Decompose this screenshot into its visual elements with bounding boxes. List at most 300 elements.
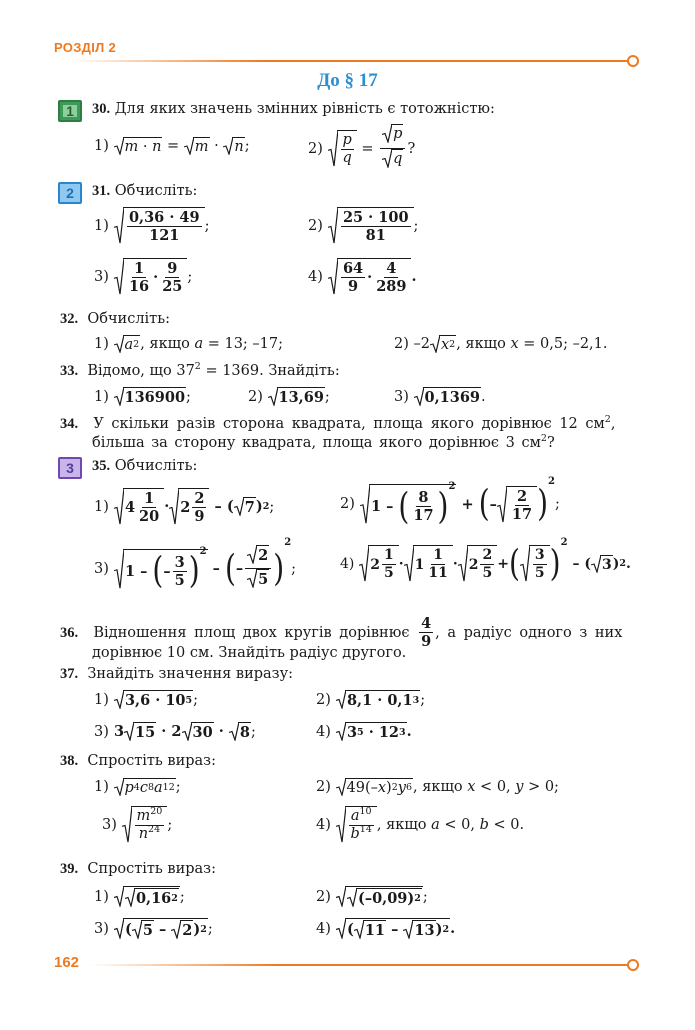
numerator: 9 <box>167 260 178 277</box>
problem-38-statement <box>60 751 216 771</box>
denominator: 5 <box>384 565 394 581</box>
radical <box>360 481 457 528</box>
radical <box>336 690 420 709</box>
numerator: 3 <box>174 553 185 571</box>
math-token: + <box>461 495 474 513</box>
math-token: · <box>367 269 373 286</box>
problem-37-item-1 <box>94 690 198 709</box>
math-token: , <box>610 416 616 432</box>
radical-sign-icon <box>336 806 345 843</box>
fraction <box>382 547 396 582</box>
radicand: 1 – ( – $\frac{3}{5}$ ) 2 <box>124 545 207 592</box>
radicand <box>123 137 163 155</box>
radical-sign-icon <box>247 545 256 564</box>
radicand: 13,69 <box>278 389 324 406</box>
radicand: a 2 <box>124 337 140 353</box>
radical-sign-icon <box>171 920 180 939</box>
radicand <box>506 486 537 523</box>
problem-35-item-1: 1) 4 $\frac{1}{20}$ · 2 $\frac{2}{9}$ – ( 7 ) 2 ; <box>94 490 275 525</box>
problem-33-statement <box>60 361 340 381</box>
math-token: ; <box>420 691 426 708</box>
radical-sign-icon <box>359 545 368 582</box>
radical <box>171 920 193 939</box>
radicand: 3 5 · 12 3 <box>346 724 406 741</box>
math-token: m <box>194 139 209 155</box>
problem-text: Обчисліть: <box>114 183 198 199</box>
radical <box>114 690 193 709</box>
radical-sign-icon <box>234 497 243 516</box>
radical-sign-icon <box>336 722 345 741</box>
math-token: y <box>397 780 406 796</box>
math-token: c <box>139 780 148 796</box>
math-token: – <box>235 560 244 577</box>
math-token: – <box>386 498 394 515</box>
math-token: 1) <box>94 388 109 405</box>
math-token: ( <box>398 484 410 528</box>
radical-sign-icon <box>336 918 345 939</box>
numerator: 2 <box>516 487 528 505</box>
fraction <box>245 545 271 592</box>
math-token: ( <box>478 481 490 525</box>
fraction <box>127 260 151 295</box>
math-token: 2) <box>316 691 331 708</box>
math-token: ; <box>269 498 275 515</box>
radicand: 3,6 · 10 5 <box>124 692 193 709</box>
radical-sign-icon <box>114 387 123 406</box>
radical-sign-icon <box>114 918 123 939</box>
numerator: 64 <box>342 260 364 277</box>
denominator: 17 <box>413 507 434 524</box>
radicand: 2 <box>258 547 269 564</box>
math-token: ; <box>244 138 250 154</box>
radical-sign-icon <box>382 149 391 168</box>
radical <box>268 387 325 406</box>
math-token: 1 <box>124 562 136 580</box>
radicand <box>413 545 453 582</box>
radical-sign-icon <box>328 258 337 295</box>
math-token: 1) <box>94 888 109 905</box>
math-token: 1 <box>370 498 382 515</box>
numerator: 25 · 100 <box>342 209 409 226</box>
math-token: ; <box>413 217 419 234</box>
problem-37-item-4 <box>316 722 412 741</box>
math-token: 8,1 · 0,1 <box>346 692 413 709</box>
radical <box>182 722 214 741</box>
radical <box>359 545 399 582</box>
math-token: 2 <box>171 723 182 740</box>
math-token: a <box>194 336 204 352</box>
math-token: ) <box>537 481 549 525</box>
math-token: a <box>154 780 163 796</box>
radicand: (–0,09) 2 <box>357 890 421 907</box>
math-token: ) <box>193 921 201 938</box>
radical <box>497 486 537 523</box>
radicand: ( 11 – 13 ) 2 <box>345 918 450 939</box>
problem-37-statement <box>60 664 293 684</box>
radical-sign-icon <box>328 130 337 167</box>
denominator: 25 <box>162 278 183 295</box>
radical-sign-icon <box>114 690 123 709</box>
math-token: ; <box>250 723 256 740</box>
radical <box>114 545 208 592</box>
math-token: – <box>212 560 220 577</box>
radicand: 8 <box>239 724 250 741</box>
math-token: 3,6 · 10 <box>124 692 186 709</box>
problem-34-statement-line-2 <box>92 433 555 453</box>
item-label: 2) <box>308 140 323 157</box>
math-token: 2) <box>316 888 331 905</box>
math-token: ) <box>549 541 561 585</box>
level-3-badge: 3 <box>58 457 82 479</box>
problem-39-item-1 <box>94 886 185 907</box>
page-number: 162 <box>54 954 80 971</box>
radicand: 3 <box>601 556 612 573</box>
math-token: . <box>411 268 417 285</box>
math-token: 4) <box>316 816 331 833</box>
math-token: 4) <box>340 555 355 572</box>
problem-number: 39. <box>60 861 79 877</box>
radical-sign-icon <box>114 549 123 589</box>
radicand: 136900 <box>124 389 186 406</box>
radical-sign-icon <box>430 335 439 353</box>
radical <box>404 545 453 582</box>
problem-text: Знайдіть значення виразу: <box>87 666 293 682</box>
problem-39-item-2 <box>316 886 428 907</box>
numerator: 1 <box>433 547 443 563</box>
radical <box>114 918 208 939</box>
radical-sign-icon <box>247 569 256 588</box>
math-token: ; <box>167 816 173 833</box>
exponent: 14 <box>359 824 372 836</box>
radical-sign-icon <box>328 207 337 244</box>
exponent: 10 <box>359 806 372 818</box>
level-2-badge: 2 <box>58 182 82 204</box>
math-token: 4) <box>308 268 323 285</box>
math-token: – <box>572 555 580 572</box>
math-token: = 0,5; –2,1. <box>518 336 608 352</box>
radical-sign-icon <box>458 545 467 582</box>
math-token: · <box>164 498 170 515</box>
radical <box>328 258 412 295</box>
math-token: · <box>142 139 148 155</box>
numerator: 0,36 · 49 <box>128 209 200 226</box>
math-token: 3 <box>113 723 125 740</box>
footer-rule <box>90 964 628 966</box>
math-token: n <box>138 826 149 842</box>
math-token: n <box>234 139 244 155</box>
denominator: 16 <box>128 278 150 295</box>
math-token: ( <box>346 921 354 938</box>
radicand: 5 <box>258 571 269 588</box>
header-rule-end-icon <box>627 55 639 67</box>
radical <box>247 545 269 564</box>
radicand: 15 <box>135 724 156 741</box>
problem-30-item-2 <box>308 124 415 173</box>
math-token: ( <box>124 921 132 938</box>
fraction <box>374 260 408 295</box>
radicand: 11 <box>364 922 386 939</box>
radical-sign-icon <box>404 545 413 582</box>
radicand: 13 <box>414 922 435 939</box>
radicand <box>193 137 210 155</box>
numerator <box>380 124 405 149</box>
problem-34-statement <box>60 414 615 434</box>
fraction <box>160 260 184 295</box>
radical <box>336 778 414 796</box>
math-token: · 12 <box>363 724 399 741</box>
denominator: 17 <box>511 505 533 523</box>
math-token: ( <box>152 548 164 592</box>
math-token: = 13; –17; <box>203 336 284 352</box>
radicand: 7 <box>244 499 255 516</box>
problem-number: 34. <box>60 416 79 432</box>
numerator: 1 <box>134 260 145 277</box>
math-token: ; <box>291 560 297 577</box>
radical <box>336 806 377 843</box>
problem-number: 38. <box>60 753 79 769</box>
problem-38-item-4 <box>316 806 524 843</box>
problem-37-item-3 <box>94 722 256 741</box>
math-token: · <box>214 138 219 154</box>
math-token: 3 <box>346 724 358 741</box>
problem-31-statement <box>92 181 197 201</box>
math-token: – <box>391 921 399 938</box>
math-token: + <box>497 555 509 572</box>
math-token: 2 <box>180 499 191 516</box>
problem-32-item-2 <box>394 335 608 353</box>
math-token: ) <box>437 484 449 528</box>
fraction <box>380 124 405 173</box>
radicand: 2 <box>182 922 193 939</box>
radicand: 0,16 2 <box>135 890 178 907</box>
header-rule <box>70 60 628 62</box>
math-token: m <box>136 808 151 824</box>
denominator: 9 <box>194 508 205 525</box>
math-token: 2) <box>394 336 409 352</box>
radicand <box>368 545 399 582</box>
radical <box>122 806 168 843</box>
radicand <box>232 137 244 155</box>
radicand: 5 <box>142 922 153 939</box>
math-token: 1) <box>94 779 109 795</box>
fraction <box>192 490 206 525</box>
radical <box>184 137 210 155</box>
problem-text: Спростіть вираз: <box>87 861 216 877</box>
math-token: – <box>158 921 167 938</box>
fraction <box>341 260 365 295</box>
problem-text: Для яких значень змінних рівність є тотожністю: <box>114 101 495 117</box>
radical <box>234 497 256 516</box>
problem-text: Відношення площ двох кругів дорівнює <box>93 624 410 641</box>
radical-sign-icon <box>114 207 123 244</box>
problem-31-item-2 <box>308 207 418 244</box>
denominator: 9 <box>348 278 359 295</box>
radical-sign-icon <box>114 778 123 796</box>
fraction <box>533 547 547 582</box>
math-token: – <box>489 495 497 513</box>
math-token: < 0. <box>488 816 525 833</box>
math-token: ) <box>273 546 285 590</box>
problem-36-statement-line-2: дорівнює 10 см. Знайдіть радіус другого. <box>92 645 407 661</box>
math-token: , якщо <box>413 779 468 795</box>
denominator: 9 <box>421 633 432 650</box>
problem-number: 37. <box>60 666 79 682</box>
problem-32-statement <box>60 309 170 329</box>
denominator <box>380 149 405 173</box>
problem-35-statement <box>92 456 197 476</box>
math-token: більша за сторону квадрата, площа якого дорівнює 3 см <box>92 435 541 451</box>
radical <box>328 130 357 167</box>
problem-text: Обчисліть: <box>87 311 170 327</box>
problem-33-item-2 <box>248 387 330 406</box>
math-token: ; <box>555 496 560 512</box>
problem-35-item-3: 3) 1 – ( – $\frac{3}{5}$ ) 2 – ( – $\frac{2}{5}$ ) 2 ; <box>94 537 297 592</box>
radical <box>520 545 550 582</box>
exponent: 20 <box>150 806 163 818</box>
math-token: 3) <box>94 920 109 937</box>
problem-text: Обчисліть: <box>114 458 198 474</box>
radical <box>114 137 163 155</box>
math-token: ) <box>386 780 392 796</box>
math-token: n <box>152 139 162 155</box>
denominator <box>349 826 374 843</box>
math-token: 4 <box>124 499 136 516</box>
radical <box>114 778 176 796</box>
level-1-badge: 1 <box>58 100 82 122</box>
radical-sign-icon <box>347 888 356 907</box>
fraction <box>480 547 494 582</box>
radicand: p 4 c 8 a 12 <box>124 780 175 796</box>
radical <box>114 387 187 406</box>
radical-sign-icon <box>184 137 193 155</box>
fraction <box>426 547 449 582</box>
math-token: 3) <box>94 560 109 577</box>
fraction <box>341 132 354 167</box>
math-token: · <box>452 555 458 572</box>
problem-text: У скільки разів сторона квадрата, площа якого дорівнює 12 см <box>93 416 605 432</box>
math-token: 2) <box>340 496 355 512</box>
radical-sign-icon <box>268 387 277 406</box>
math-token: (–0,09) <box>357 890 415 907</box>
radical <box>328 207 414 244</box>
radical-sign-icon <box>114 258 123 295</box>
math-token: 2) <box>248 388 263 405</box>
radical-sign-icon <box>124 722 133 741</box>
problem-number: 30. <box>92 101 111 117</box>
math-token: 1) <box>94 336 109 352</box>
radical-sign-icon <box>336 778 345 796</box>
math-token: ; <box>186 388 191 405</box>
fraction <box>510 488 534 523</box>
math-token: ( <box>226 498 234 515</box>
radical <box>430 335 456 353</box>
exponent: 2 <box>540 433 547 445</box>
numerator: 4 <box>386 260 397 277</box>
problem-37-item-2 <box>316 690 425 709</box>
radical <box>125 888 179 907</box>
radical <box>223 137 244 155</box>
problem-31-item-3 <box>94 258 192 295</box>
fraction <box>419 615 433 650</box>
math-token: 2 <box>468 556 479 573</box>
denominator <box>137 826 162 843</box>
radical-sign-icon <box>591 555 600 573</box>
radicand: p <box>393 126 403 142</box>
radical-sign-icon <box>114 137 123 155</box>
radical <box>247 569 269 588</box>
math-token: x <box>510 336 519 352</box>
fraction <box>349 808 374 843</box>
numerator: 2 <box>194 490 205 507</box>
math-token: 0,16 <box>135 890 172 907</box>
radical-sign-icon <box>336 690 345 709</box>
math-token: ( <box>584 555 591 572</box>
radicand: q <box>393 151 403 167</box>
math-token: ? <box>546 435 555 451</box>
numerator <box>245 545 271 569</box>
radical-sign-icon <box>169 488 178 525</box>
radical-sign-icon <box>354 920 363 939</box>
numerator: p <box>342 132 352 148</box>
numerator: 4 <box>421 615 432 632</box>
radicand <box>337 130 357 167</box>
problem-39-statement <box>60 859 216 879</box>
problem-39-item-3 <box>94 918 213 939</box>
math-token: b <box>479 816 489 833</box>
radical-sign-icon <box>132 920 141 939</box>
fraction <box>135 808 165 843</box>
radicand: 49(– x ) 2 y 6 <box>346 780 413 796</box>
radicand: 30 <box>192 724 213 741</box>
math-token: – <box>140 562 148 580</box>
math-token: ( <box>508 541 520 585</box>
math-token: ; <box>193 691 199 708</box>
radical-sign-icon <box>360 484 369 524</box>
radical-sign-icon <box>114 335 123 353</box>
math-token: ) <box>255 498 263 515</box>
radical <box>336 918 450 939</box>
math-token: , а радіус одного з них <box>435 624 623 641</box>
radicand: x 2 <box>440 337 456 353</box>
math-token: . <box>625 555 631 572</box>
math-token: 3) <box>394 388 409 405</box>
math-token: = <box>167 138 180 154</box>
math-token: > 0; <box>523 779 559 795</box>
math-token: . <box>481 388 486 405</box>
radical <box>114 886 180 907</box>
problem-text: Спростіть вираз: <box>87 753 216 769</box>
math-token: ) <box>188 548 200 592</box>
radical <box>354 920 386 939</box>
exponent: 24 <box>148 824 161 836</box>
radicand <box>337 207 414 244</box>
numerator: 3 <box>534 547 545 563</box>
radical-sign-icon <box>497 486 506 523</box>
math-token: x <box>377 780 387 796</box>
problem-31-item-1 <box>94 207 209 244</box>
math-token: 4) <box>316 723 331 740</box>
radical <box>114 335 141 353</box>
radical <box>114 488 164 525</box>
math-token: · <box>218 723 224 740</box>
math-token: ; <box>187 268 193 285</box>
radical <box>229 722 251 741</box>
math-token: m <box>124 139 139 155</box>
math-token: 3) <box>94 723 109 740</box>
math-token: = 1369. Знайдіть: <box>200 363 340 379</box>
radical <box>382 124 403 143</box>
radicand: ( 5 – 2 ) 2 <box>123 918 208 939</box>
